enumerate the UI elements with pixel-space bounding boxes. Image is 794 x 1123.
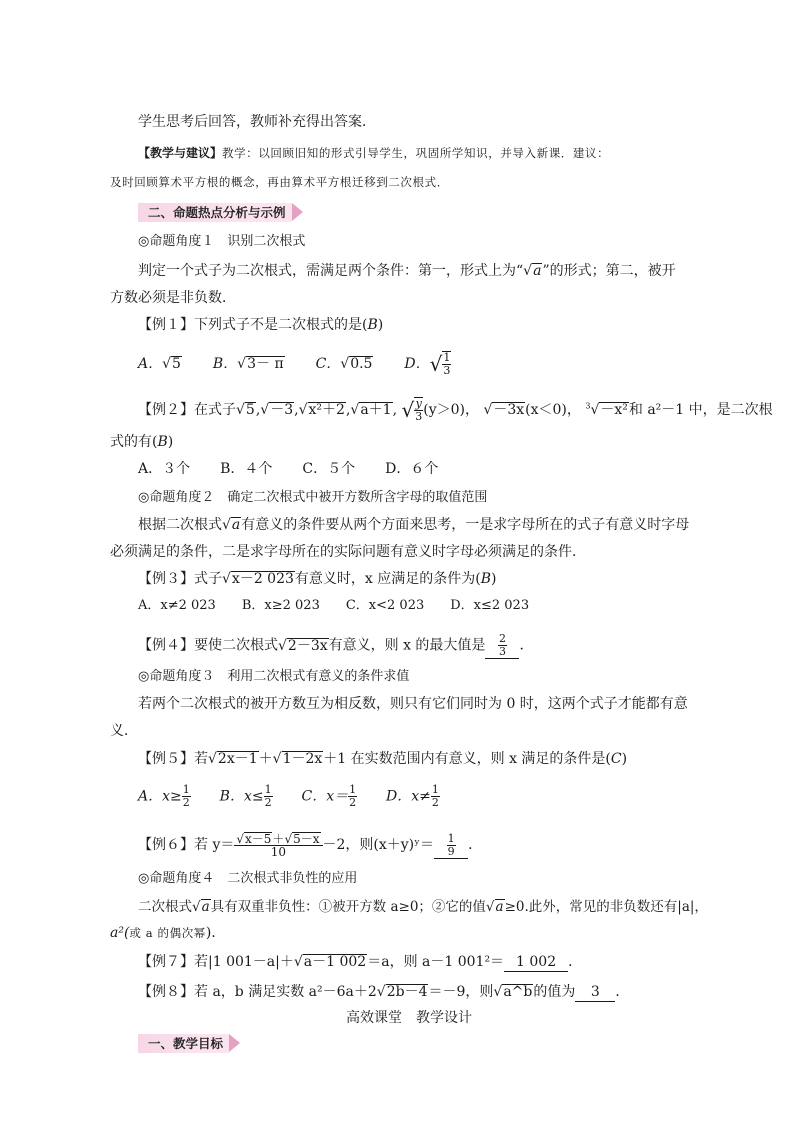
option-a: A．３个 <box>138 461 191 477</box>
teaching-tip-line2: 及时回顾算术平方根的概念，再由算术平方根迁移到二次根式． <box>110 175 449 189</box>
text-span: 若|1 001－a|＋ <box>194 954 294 970</box>
example-label: 【例８】 <box>138 984 194 1000</box>
answer-fraction <box>447 833 456 858</box>
angle2-title: ◎命题角度２ 确定二次根式中被开方数所含字母的取值范围 <box>138 490 488 505</box>
radicand: x－5 <box>245 832 272 846</box>
teaching-tip-line1 <box>138 144 609 162</box>
numerator: 1 <box>431 783 439 796</box>
radical <box>340 356 349 372</box>
text-span: 二次根式 <box>138 899 192 915</box>
angle4-desc-line2 <box>110 924 225 942</box>
option-b: B．４个 <box>220 461 273 477</box>
text-span: (y＞0)， <box>423 402 479 418</box>
text-span: 具有双重非负性：①被开方数 a≥0；②它的值 <box>210 899 486 915</box>
text-span: a²( <box>110 925 130 941</box>
radicand: x－2 023 <box>231 571 294 587</box>
numerator: 1 <box>182 783 190 796</box>
radicand: 0.5 <box>350 356 373 372</box>
denominator: 10 <box>270 845 287 859</box>
angle1-desc-line1 <box>138 262 676 280</box>
lesson-heading: 高效课堂 教学设计 <box>346 1010 472 1026</box>
option-d: D． <box>404 356 430 372</box>
radical <box>278 638 287 654</box>
denominator: 2 <box>182 796 190 809</box>
radicand <box>532 263 542 278</box>
text-span: ． <box>615 984 630 1000</box>
radicand: x²＋2 <box>308 402 345 418</box>
radicand-text: a <box>533 263 542 279</box>
text-span: 若 <box>194 751 208 767</box>
text-span: ＋1 在实数范围内有意义，则 x 满足的条件是( <box>323 751 611 767</box>
example-1-stem <box>138 316 383 334</box>
numerator: 1 <box>349 783 357 796</box>
radical <box>486 899 495 915</box>
radicand-text: a <box>495 899 504 915</box>
example-label: 【例１】 <box>138 317 194 333</box>
radicand: 5 <box>245 402 255 418</box>
option-a: A．x≥ <box>138 788 182 805</box>
radicand: 3－ π <box>247 356 284 372</box>
radicand: －3x <box>493 402 525 418</box>
example-2-stem-line2 <box>110 433 173 451</box>
text-span: 有意义，则 x 的最大值是 <box>328 637 486 654</box>
example-label: 【例７】 <box>138 954 194 970</box>
radical <box>273 751 282 767</box>
text-span: 若 y＝ <box>194 837 235 853</box>
text-span: ． <box>468 837 483 853</box>
angle4-desc-line1 <box>138 898 708 916</box>
fraction <box>431 784 440 809</box>
option-c: C．５个 <box>302 461 356 477</box>
text-span: 的值为 <box>533 984 576 1000</box>
example-5-options <box>138 784 440 809</box>
text-span: 式的有( <box>110 434 158 450</box>
text-span: 和 a²－1 中，是二次根 <box>628 402 773 418</box>
text-span: 判定一个式子为二次根式，需满足两个条件：第一，形式上为“ <box>138 263 524 279</box>
answer: B <box>367 317 378 333</box>
radical <box>236 832 244 846</box>
text-span: ) <box>167 434 174 450</box>
text-span: 在式子 <box>194 402 236 418</box>
text-span: ＋ <box>258 751 273 767</box>
denominator: 9 <box>447 844 455 858</box>
text-span: 根据二次根式 <box>138 517 222 533</box>
angle2-desc-line2: 必须满足的条件，二是求字母所在的实际问题有意义时字母必须满足的条件． <box>110 544 586 560</box>
text-span: ≥0.此外，常见的非负数还有|a|， <box>504 899 708 915</box>
expression-fraction <box>234 832 322 858</box>
radicand <box>231 517 241 532</box>
text-span: ＝a，则 a－1 001²＝ <box>367 954 505 970</box>
radicand: 5 <box>172 356 181 372</box>
teaching-tip-label: 【教学与建议】 <box>138 146 223 160</box>
denominator: 3 <box>415 410 423 423</box>
radical <box>350 402 359 418</box>
denominator: 2 <box>349 796 357 809</box>
radical <box>208 751 217 767</box>
text-span: 若 a，b 满足实数 a²－6a＋2 <box>194 984 377 1000</box>
radicand: 1－2x <box>282 751 323 767</box>
text-span: 或 a 的偶次幂 <box>129 926 206 940</box>
radicand <box>495 899 505 914</box>
numerator: 2 <box>498 632 506 645</box>
example-label: 【例３】 <box>138 571 194 587</box>
radical <box>430 352 443 376</box>
text-span: ＝－9，则 <box>428 984 494 1000</box>
answer-blank: 3 <box>575 983 615 1002</box>
numerator: y <box>415 397 422 410</box>
fraction <box>182 784 191 809</box>
example-3-stem <box>138 570 496 588</box>
numerator: 1 <box>264 783 272 796</box>
radicand: 5－x <box>293 832 320 846</box>
answer: C <box>610 751 622 767</box>
text-span: (x＜0)， <box>525 402 581 418</box>
radical <box>237 356 246 372</box>
option-b: B．x≥2 023 <box>241 598 320 613</box>
option-b: B． <box>212 356 238 372</box>
text-span: －2，则(x＋y)ʸ＝ <box>322 837 435 853</box>
text-span: 要使二次根式 <box>194 637 278 654</box>
radical <box>192 899 201 915</box>
angle1-title: ◎命题角度１ 识别二次根式 <box>138 234 306 249</box>
angle4-title: ◎命题角度４ 二次根式非负性的应用 <box>138 871 358 886</box>
radicand: a－1 002 <box>303 954 367 970</box>
option-d: D．x≠ <box>386 788 431 805</box>
example-6-stem <box>138 832 482 859</box>
teaching-tip-text1: 教学：以回顾旧知的形式引导学生，巩固所学知识，并导入新课．建议： <box>222 146 610 160</box>
angle3-title: ◎命题角度３ 利用二次根式有意义的条件求值 <box>138 669 410 684</box>
example-7-stem <box>138 953 582 972</box>
text-span: 有意义的条件要从两个方面来思考，一是求字母所在的式子有意义时字母 <box>241 517 690 533</box>
radical <box>162 356 171 372</box>
option-d: D．x≤2 023 <box>450 598 530 613</box>
angle2-desc-line1 <box>138 516 689 534</box>
numerator: 1 <box>447 831 455 845</box>
answer-blank <box>434 833 468 859</box>
example-label: 【例２】 <box>138 402 194 418</box>
example-2-options <box>138 460 438 478</box>
radical <box>590 402 599 418</box>
example-1-options <box>138 351 451 377</box>
radical <box>236 402 245 418</box>
angle3-desc-line1: 若两个二次根式的被开方数互为相反数，则只有它们同时为 0 时，这两个式子才能都有意 <box>138 696 688 712</box>
intro-line: 学生思考后回答，教师补充得出答案． <box>138 114 376 130</box>
radical <box>401 398 414 422</box>
radicand-fraction <box>442 351 451 377</box>
radicand: 2x－1 <box>217 751 258 767</box>
section-title-hotspot: 二、命题热点分析与示例 <box>138 203 292 222</box>
text-span: ) <box>377 317 384 333</box>
text-span: ． <box>519 637 534 654</box>
radical <box>284 832 292 846</box>
text-span: ． <box>568 954 583 970</box>
option-a: A．x≠2 023 <box>138 598 216 613</box>
text-span: ＋ <box>272 832 285 846</box>
text-span: ) <box>491 571 497 587</box>
example-4-stem <box>138 633 533 659</box>
radicand: a^b <box>503 984 533 1000</box>
radical <box>377 984 386 1000</box>
option-a: A． <box>138 356 163 372</box>
text-span: ) <box>621 751 628 767</box>
denominator: 3 <box>498 645 506 658</box>
text-span: 式子 <box>194 571 222 587</box>
radical <box>493 984 502 1000</box>
option-d: D．６个 <box>385 461 439 477</box>
example-8-stem <box>138 983 629 1002</box>
example-label: 【例５】 <box>138 751 194 767</box>
text-span: 有意义时，x 应满足的条件为( <box>294 571 481 587</box>
radicand: 2b－4 <box>386 984 428 1000</box>
radical <box>294 954 303 970</box>
radical <box>260 402 269 418</box>
section-title-objectives: 一、教学目标 <box>138 1034 229 1053</box>
fraction <box>348 784 357 809</box>
numerator <box>234 832 322 846</box>
text-span: ”的形式；第二，被开 <box>542 263 676 279</box>
radicand: －x² <box>600 402 628 418</box>
denominator: 2 <box>264 796 272 809</box>
radicand: －3 <box>270 402 294 418</box>
radical <box>483 402 492 418</box>
option-b: B．x≤ <box>219 788 264 805</box>
example-3-options <box>138 597 529 615</box>
example-label: 【例６】 <box>138 837 194 853</box>
numerator: 1 <box>443 351 451 364</box>
radical <box>523 263 532 279</box>
cube-root-index: 3 <box>585 401 591 411</box>
answer-blank <box>485 633 519 659</box>
example-2-stem: 【例２】在式子√ 5,√ －3,√ x²＋2,√ a＋1, √ $\frac{y}{3}$ (y＞0)， √ －3x(x＜0)， $^3$√ －x²和 a²－1 中，是二次根 <box>138 397 773 423</box>
option-c: C． <box>315 356 341 372</box>
answer: B <box>157 434 168 450</box>
angle1-desc-line2: 方数必须是非负数． <box>110 290 236 306</box>
radical <box>299 402 308 418</box>
option-c: C．x＝ <box>301 788 349 805</box>
radicand-fraction <box>414 397 423 423</box>
text-span: 下列式子不是二次根式的是( <box>194 317 368 333</box>
angle3-desc-line2: 义． <box>110 723 138 739</box>
option-c: C．x<2 023 <box>345 598 425 613</box>
radicand: 2－3x <box>287 637 328 654</box>
denominator: 3 <box>443 364 451 377</box>
radical <box>222 517 231 533</box>
radicand: a＋1 <box>360 402 392 418</box>
radical <box>222 571 231 587</box>
answer: B <box>480 571 492 587</box>
denominator: 2 <box>431 796 439 809</box>
radicand-text: a <box>201 899 210 915</box>
answer-blank: 1 002 <box>504 953 568 972</box>
fraction <box>264 784 273 809</box>
example-5-stem <box>138 750 627 768</box>
answer-fraction <box>498 633 507 658</box>
example-label: 【例４】 <box>138 637 194 654</box>
radicand <box>201 899 211 914</box>
text-span: )． <box>205 925 226 941</box>
radicand-text: a <box>231 517 241 533</box>
